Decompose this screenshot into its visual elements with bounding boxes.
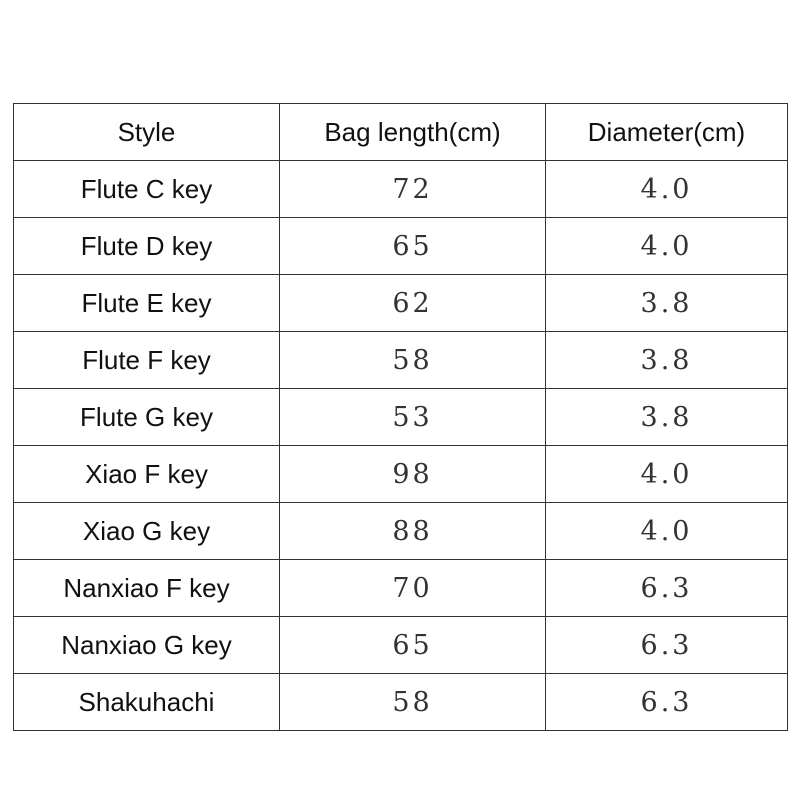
table-body <box>14 161 788 731</box>
size-table <box>13 103 788 731</box>
style-cell: Flute G key <box>14 389 280 446</box>
diameter-cell: 4.0 <box>546 503 788 560</box>
table-row <box>14 332 788 389</box>
header-diameter: Diameter(cm) <box>546 104 788 161</box>
header-style: Style <box>14 104 280 161</box>
diameter-cell: 3.8 <box>546 332 788 389</box>
bag-length-cell: 88 <box>280 503 546 560</box>
table-row <box>14 674 788 731</box>
table-row <box>14 617 788 674</box>
diameter-cell: 3.8 <box>546 389 788 446</box>
style-cell: Flute E key <box>14 275 280 332</box>
diameter-cell: 6.3 <box>546 560 788 617</box>
table-row <box>14 218 788 275</box>
diameter-cell: 6.3 <box>546 617 788 674</box>
header-row <box>14 104 788 161</box>
table-row <box>14 161 788 218</box>
table-row <box>14 446 788 503</box>
table-row <box>14 275 788 332</box>
bag-length-cell: 98 <box>280 446 546 503</box>
style-cell: Nanxiao G key <box>14 617 280 674</box>
table-row <box>14 389 788 446</box>
style-cell: Flute F key <box>14 332 280 389</box>
bag-length-cell: 70 <box>280 560 546 617</box>
style-cell: Xiao F key <box>14 446 280 503</box>
style-cell: Flute C key <box>14 161 280 218</box>
bag-length-cell: 58 <box>280 332 546 389</box>
bag-length-cell: 58 <box>280 674 546 731</box>
table-row <box>14 503 788 560</box>
bag-length-cell: 62 <box>280 275 546 332</box>
bag-length-cell: 53 <box>280 389 546 446</box>
bag-length-cell: 72 <box>280 161 546 218</box>
header-bag-length: Bag length(cm) <box>280 104 546 161</box>
style-cell: Nanxiao F key <box>14 560 280 617</box>
diameter-cell: 3.8 <box>546 275 788 332</box>
bag-length-cell: 65 <box>280 617 546 674</box>
diameter-cell: 4.0 <box>546 161 788 218</box>
style-cell: Flute D key <box>14 218 280 275</box>
diameter-cell: 4.0 <box>546 446 788 503</box>
table-row <box>14 560 788 617</box>
table-header <box>14 104 788 161</box>
bag-length-cell: 65 <box>280 218 546 275</box>
diameter-cell: 6.3 <box>546 674 788 731</box>
style-cell: Xiao G key <box>14 503 280 560</box>
style-cell: Shakuhachi <box>14 674 280 731</box>
diameter-cell: 4.0 <box>546 218 788 275</box>
